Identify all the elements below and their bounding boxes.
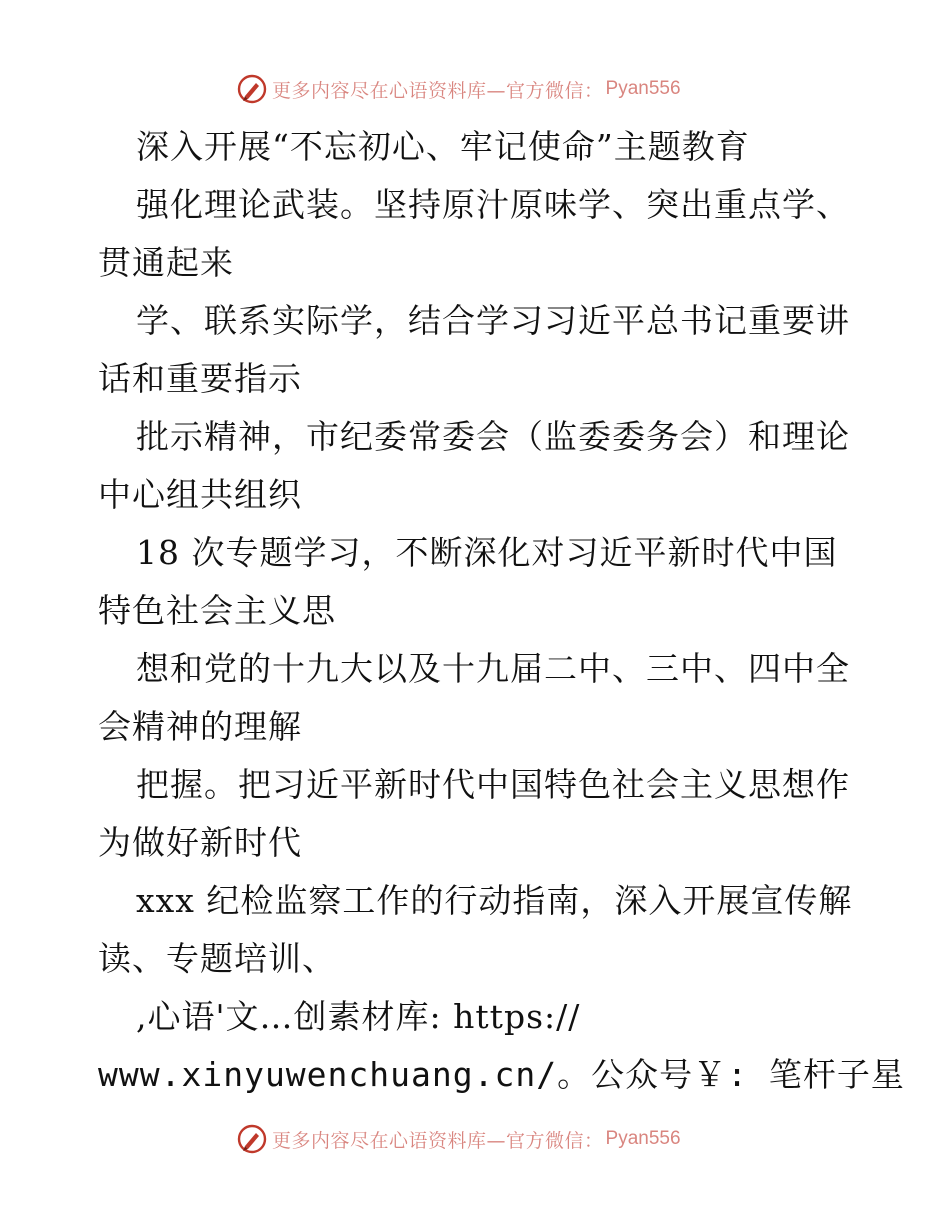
paragraph-line: 特色社会主义思 xyxy=(98,591,336,630)
footer-banner xyxy=(236,1122,736,1156)
footer-banner-id: Pyan556 xyxy=(605,1128,681,1149)
paragraph-line: 想和党的十九大以及十九届二中、三中、四中全 xyxy=(136,649,850,688)
source-line: ,心语'文…创素材库: https:// xyxy=(136,997,581,1036)
paragraph-line: 强化理论武装。坚持原汁原味学、突出重点学、 xyxy=(136,185,850,224)
paragraph-line: 把握。把习近平新时代中国特色社会主义思想作 xyxy=(136,765,850,804)
paragraph-line: 话和重要指示 xyxy=(98,359,302,398)
header-banner xyxy=(236,72,736,106)
paragraph-line: 中心组共组织 xyxy=(98,475,302,514)
header-banner-id: Pyan556 xyxy=(605,78,681,99)
document-body xyxy=(98,118,905,1104)
paragraph-line: xxx 纪检监察工作的行动指南，深入开展宣传解 xyxy=(136,881,853,920)
pen-logo-icon xyxy=(236,1123,268,1155)
paragraph-line: 学、联系实际学，结合学习习近平总书记重要讲 xyxy=(136,301,850,340)
paragraph-line: 读、专题培训、 xyxy=(98,939,336,978)
header-banner-text: 更多内容尽在心语资料库—官方微信： xyxy=(272,79,604,102)
footer-banner-text: 更多内容尽在心语资料库—官方微信： xyxy=(272,1129,604,1152)
pen-logo-icon xyxy=(236,73,268,105)
paragraph-line: 深入开展“不忘初心、牢记使命”主题教育 xyxy=(136,127,750,166)
paragraph-line: 18 次专题学习，不断深化对习近平新时代中国 xyxy=(136,533,838,572)
website-line: www.xinyuwenchuang.cn/。公众号￥: 笔杆子星 xyxy=(98,1055,905,1094)
paragraph-line: 会精神的理解 xyxy=(98,707,302,746)
paragraph-line: 批示精神，市纪委常委会（监委委务会）和理论 xyxy=(136,417,850,456)
paragraph-line: 为做好新时代 xyxy=(98,823,302,862)
paragraph-line: 贯通起来 xyxy=(98,243,234,282)
